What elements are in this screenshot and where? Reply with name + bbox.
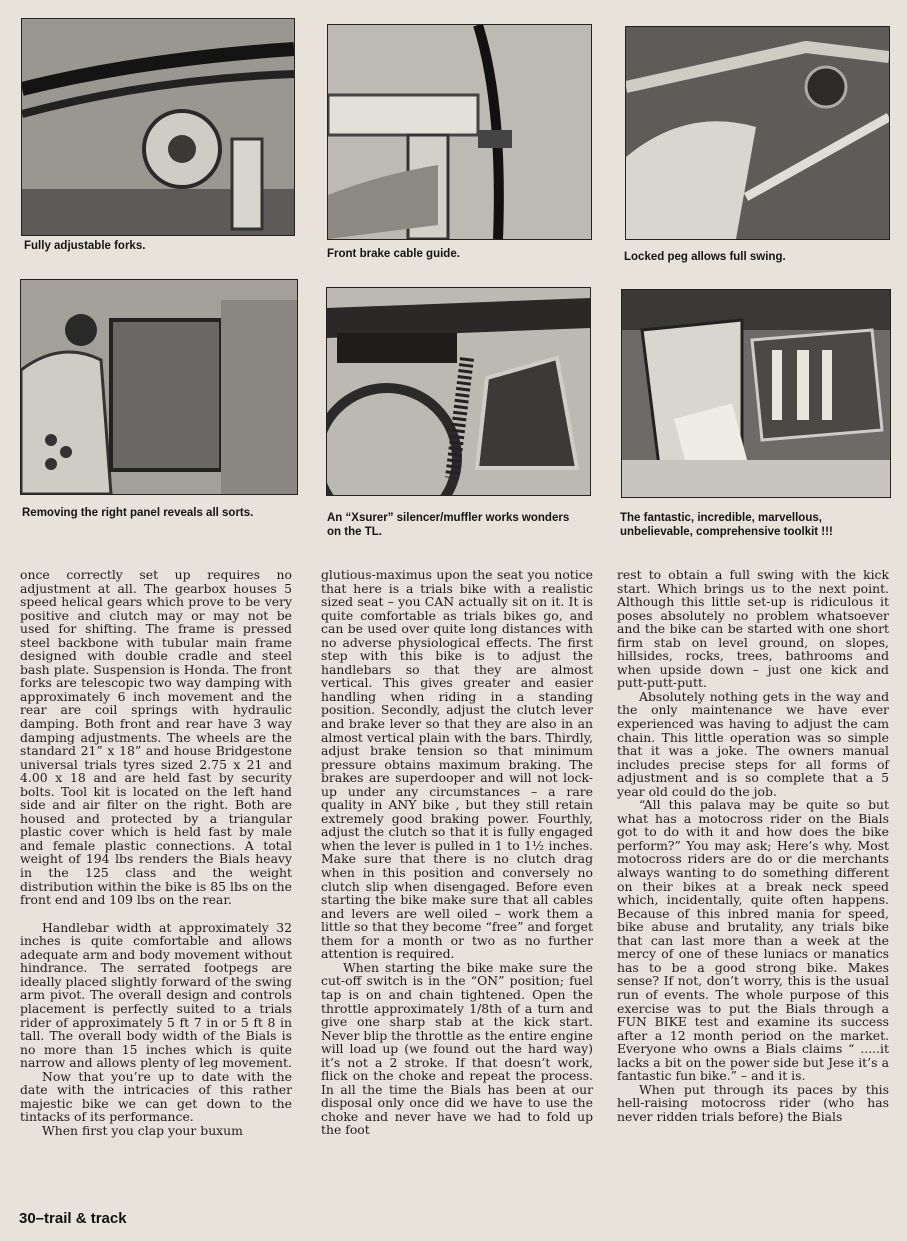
page-folio: 30–trail & track xyxy=(19,1210,127,1227)
photo-toolkit xyxy=(621,289,891,498)
col1-paragraph-4: When first you clap your buxum xyxy=(42,1122,243,1138)
article-column-1 xyxy=(20,568,292,1137)
caption-toolkit: The fantastic, incredible, marvellous, unbelievable, comprehensive toolkit !!! xyxy=(620,512,833,538)
col1-paragraph-2: Handlebar width at approximately 32 inches is quite comfortable and allows adequate arm and body movement without hindrance. The serrated footpegs are ideally placed slightly forward of the swing arm pivot. The overall design and controls placement is perfectly suited to a trials rider of approximately 5 ft 7 in or 5 ft 8 in tall. The overall body width of the Bials is no more than 15 inches which is quite narrow and allows plenty of leg movement. xyxy=(20,919,292,1071)
col3-paragraph-4: When put through its paces by this hell-raising motocross rider (who has never ridden trials before) the Bials xyxy=(617,1081,889,1124)
article-column-2 xyxy=(321,568,593,1137)
col3-paragraph-2: Absolutely nothing gets in the way and the only maintenance we have ever experienced was having to adjust the cam chain. This little operation was so simple that it was a joke. The owners manual includes precise steps for all forms of adjustment and is so complete that a 5 year old could do the job. xyxy=(617,688,889,799)
caption-brake-cable: Front brake cable guide. xyxy=(327,248,460,260)
photo-locked-peg-image xyxy=(626,27,889,239)
caption-forks: Fully adjustable forks. xyxy=(24,240,146,252)
photo-forks-image xyxy=(22,19,294,235)
article-column-3 xyxy=(617,568,889,1123)
caption-locked-peg: Locked peg allows full swing. xyxy=(624,251,786,263)
photo-silencer-image xyxy=(327,288,590,495)
col2-paragraph-2: When starting the bike make sure the cut-off switch is in the “ON” position; fuel tap is on and chain tightened. Open the throttle approximately 1/8th of a turn and give one sharp stab at the kick start. Never blip the throttle as the entire engine will load up (we found out the hard way) it’s not a 2 stroke. If that doesn’t work, flick on the choke and repeat the process. In all the time the Bials has been at our disposal only once did we have to use the choke and never have we had to fold up the foot xyxy=(321,959,593,1138)
col1-paragraph-1: once correctly set up requires no adjustment at all. The gearbox houses 5 speed helical gears which prove to be very positive and clutch may or may not be used for shifting. The frame is pressed steel backbone with tubular main frame designed with double cradle and steel bash plate. Suspension is Honda. The front forks are telescopic two way damping with approximately 6 inch movement and the rear are coil springs with hydraulic damping. Both front and rear have 3 way damping adjustments. The wheels are the standard 21” x 18” and house Bridgestone universal trials tyres sized 2.75 x 21 and 4.00 x 18 and are held fast by security bolts. Tool kit is located on the left hand side and air filter on the right. Both are housed and protected by a triangular plastic cover which is held fast by male and female plastic connections. A total weight of 194 lbs renders the Bials heavy in the 125 class and the weight distribution within the bike is 85 lbs on the front end and 109 lbs on the rear. xyxy=(20,567,292,908)
col3-paragraph-1: rest to obtain a full swing with the kick start. Which brings us to the next point. Although this little set-up is ridiculous it poses absolutely no problem whatsoever and the bike can be started with one short firm stab on level ground, on slopes, hillsides, rocks, trees, bathrooms and when upside down – just one kick and putt-putt-putt. xyxy=(617,567,889,691)
caption-silencer: An “Xsurer” silencer/muffler works wonders on the TL. xyxy=(327,512,570,538)
photo-silencer xyxy=(326,287,591,496)
photo-forks xyxy=(21,18,295,236)
col3-paragraph-3: “All this palava may be quite so but what has a motocross rider on the Bials got to do with it and how does the bike perform?” You may ask; Here’s why. Most motocross riders are do or die merchants always wanting to do something different on their bikes at a break neck speed which, incidentally, quite often happens. Because of this inbred mania for speed, bike abuse and brutality, any trials bike that can last more than a week at the mercy of one of these luniacs or manatics has to be a good strong bike. Makes sense? If not, don’t worry, this is the usual run of events. The whole purpose of this exercise was to put the Bials through a FUN BIKE test and examine its success after a 12 month period on the market. Everyone who owns a Bials claims “ .....it lacks a bit on the power side but Jese it’s a fantastic fun bike.” – and it is. xyxy=(617,797,889,1084)
col2-paragraph-1: glutious-maximus upon the seat you notice that here is a trials bike with a realistic sized seat – you CAN actually sit on it. It is quite comfortable as trials bikes go, and can be used over quite long distances with no adverse physiological effects. The first step with this bike is to adjust the handlebars so that they are almost vertical. This gives greater and easier handling when riding in a standing position. Secondly, adjust the clutch lever and brake lever so that they are also in an almost vertical plain with the bars. Thirdly, adjust brake tension so that minimum pressure obtains maximum braking. The brakes are superdooper and will not lock-up under any circumstances – a rare quality in ANY bike , but they still retain extremely good braking power. Fourthly, adjust the clutch so that it is fully engaged when the lever is pulled in 1 to 1½ inches. Make sure that there is no clutch drag when in this position and conversely no clutch slip when disengaged. Before even starting the bike make sure that all cables and levers are well oiled – work them a little so that they become “free” and forget them for a month or two as no further attention is required. xyxy=(321,567,593,962)
photo-right-panel-image xyxy=(21,280,297,494)
photo-locked-peg xyxy=(625,26,890,240)
col1-paragraph-3: Now that you’re up to date with the date with the intricacies of this rather majestic bike we can get down to the tintacks of its performance. xyxy=(20,1068,292,1125)
photo-brake-cable-image xyxy=(328,25,591,239)
caption-right-panel: Removing the right panel reveals all sorts. xyxy=(22,507,254,519)
photo-toolkit-image xyxy=(622,290,890,497)
photo-brake-cable xyxy=(327,24,592,240)
photo-right-panel xyxy=(20,279,298,495)
